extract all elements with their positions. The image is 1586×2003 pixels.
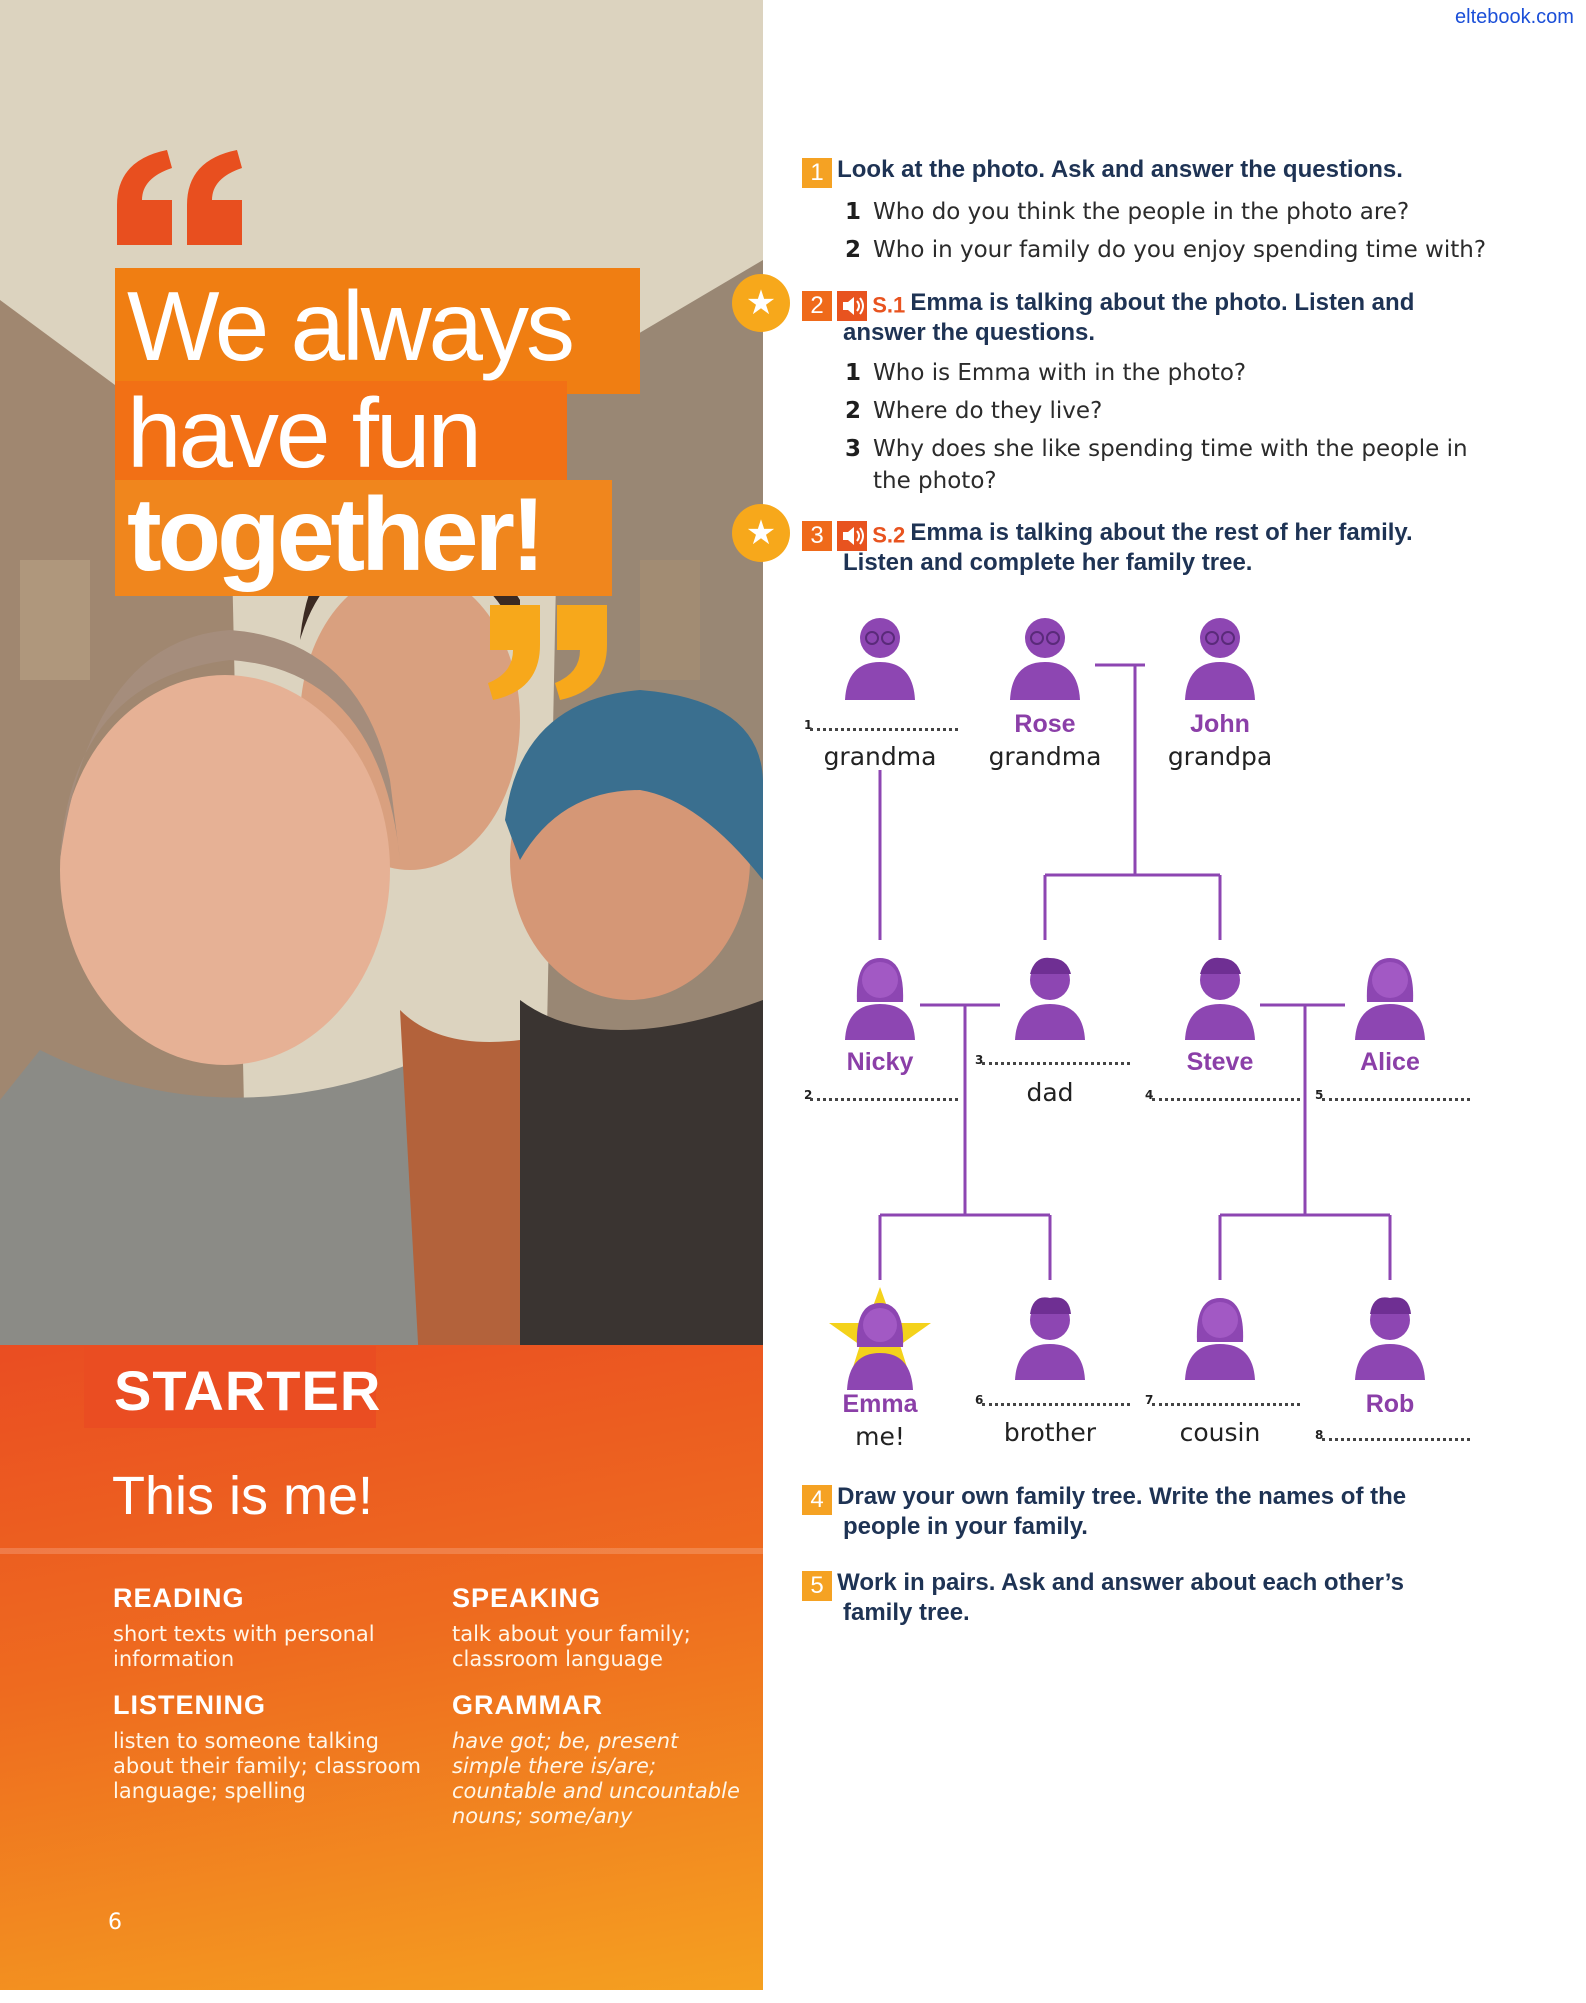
steve-icon xyxy=(1175,950,1265,1040)
brother-icon xyxy=(1005,1290,1095,1380)
exercise-instruction: Emma is talking about the photo. Listen and xyxy=(910,289,1415,316)
role-label: grandma xyxy=(823,742,937,771)
close-quote-icon xyxy=(485,605,615,700)
exercise-instruction-cont: family tree. xyxy=(843,1599,970,1626)
skill-heading: READING xyxy=(113,1583,245,1613)
headline-line-2: have fun xyxy=(127,378,479,488)
exercise-number: 3 xyxy=(802,521,832,551)
question: 1 Who do you think the people in the photo are? xyxy=(845,199,1410,225)
starter-subtitle: This is me! xyxy=(112,1466,374,1526)
audio-icon[interactable] xyxy=(837,521,867,551)
headline-line-3: together! xyxy=(127,477,542,593)
track-label: S.1 xyxy=(872,292,906,318)
question: 3 Why does she like spending time with the people in xyxy=(845,436,1468,462)
emma-star-icon xyxy=(825,1285,935,1390)
exercise-instruction-cont: people in your family. xyxy=(843,1513,1088,1540)
name-label: Nicky xyxy=(846,1048,914,1076)
exercise-3 xyxy=(802,518,1413,551)
blank-number: 5 xyxy=(1315,1088,1324,1102)
skill-grammar xyxy=(452,1690,752,1829)
nicky-icon xyxy=(835,950,925,1040)
blank-number: 8 xyxy=(1315,1428,1324,1442)
answer-blank[interactable] xyxy=(1322,1098,1470,1101)
page-number: 6 xyxy=(108,1910,122,1935)
answer-blank[interactable] xyxy=(982,1062,1130,1065)
name-label: Rose xyxy=(1014,710,1076,738)
skill-text: have got; be, present simple there is/are; countable and uncountable nouns; some/any xyxy=(452,1729,740,1828)
exercise-instruction-cont: answer the questions. xyxy=(843,319,1096,346)
answer-blank[interactable] xyxy=(982,1403,1130,1406)
exercise-instruction: Work in pairs. Ask and answer about each other’s xyxy=(837,1569,1404,1596)
dad-icon xyxy=(1005,950,1095,1040)
exercise-5 xyxy=(802,1568,1404,1601)
exercise-instruction: Emma is talking about the rest of her family. xyxy=(910,519,1413,546)
question-cont: the photo? xyxy=(873,468,997,494)
track-label: S.2 xyxy=(872,522,906,548)
star-icon: ★ xyxy=(732,504,790,562)
open-quote-icon xyxy=(112,150,252,250)
name-label: Steve xyxy=(1186,1048,1254,1076)
blank-number: 2 xyxy=(804,1088,813,1102)
name-label: Emma xyxy=(842,1390,918,1418)
exercise-number: 2 xyxy=(802,291,832,321)
grandma-rose-icon xyxy=(1000,610,1090,700)
exercise-instruction: Look at the photo. Ask and answer the questions. xyxy=(837,156,1403,183)
grandma-icon xyxy=(835,610,925,700)
role-label: dad xyxy=(1026,1078,1074,1107)
headline xyxy=(115,268,640,598)
skill-text: talk about your family; classroom language xyxy=(452,1622,691,1671)
question: 2 Who in your family do you enjoy spending time with? xyxy=(845,237,1487,263)
skill-speaking xyxy=(452,1583,752,1672)
alice-icon xyxy=(1345,950,1435,1040)
exercise-instruction: Draw your own family tree. Write the names of the xyxy=(837,1483,1407,1510)
answer-blank[interactable] xyxy=(1322,1438,1470,1441)
name-label: Rob xyxy=(1365,1390,1415,1418)
skill-heading: LISTENING xyxy=(113,1690,267,1720)
exercise-4 xyxy=(802,1482,1406,1515)
star-icon: ★ xyxy=(732,274,790,332)
answer-blank[interactable] xyxy=(810,1098,958,1101)
exercise-number: 1 xyxy=(802,158,832,188)
question: 1 Who is Emma with in the photo? xyxy=(845,360,1247,386)
role-label: grandpa xyxy=(1167,742,1273,771)
grandpa-john-icon xyxy=(1175,610,1265,700)
skill-text: listen to someone talking about their family; classroom language; spelling xyxy=(113,1729,421,1803)
answer-blank[interactable] xyxy=(1152,1403,1300,1406)
blank-number: 7 xyxy=(1145,1393,1154,1407)
name-label: John xyxy=(1190,710,1250,738)
skill-heading: SPEAKING xyxy=(452,1583,602,1613)
exercise-instruction-cont: Listen and complete her family tree. xyxy=(843,549,1253,576)
skill-reading xyxy=(113,1583,413,1672)
blank-number: 6 xyxy=(975,1393,984,1407)
answer-blank[interactable] xyxy=(1152,1098,1300,1101)
exercise-number: 4 xyxy=(802,1485,832,1515)
headline-line-1: We always xyxy=(127,271,573,381)
audio-icon[interactable] xyxy=(837,291,867,321)
blank-number: 1 xyxy=(804,718,813,732)
starter-title: STARTER xyxy=(114,1359,382,1422)
cousin-icon xyxy=(1175,1290,1265,1380)
blank-number: 4 xyxy=(1145,1088,1154,1102)
skill-text: short texts with personal information xyxy=(113,1622,375,1671)
rob-icon xyxy=(1345,1290,1435,1380)
family-tree xyxy=(790,600,1480,1460)
exercise-1 xyxy=(802,155,1403,188)
skill-listening xyxy=(113,1690,423,1804)
site-link[interactable]: eltebook.com xyxy=(1455,6,1574,28)
answer-blank[interactable] xyxy=(810,728,958,731)
exercise-2 xyxy=(802,288,1414,321)
skill-heading: GRAMMAR xyxy=(452,1690,603,1720)
exercise-number: 5 xyxy=(802,1571,832,1601)
divider xyxy=(0,1548,763,1554)
blank-number: 3 xyxy=(975,1053,984,1067)
role-label: cousin xyxy=(1179,1418,1261,1447)
name-label: Alice xyxy=(1360,1048,1420,1076)
role-label: me! xyxy=(855,1422,905,1451)
role-label: brother xyxy=(1003,1418,1097,1447)
question: 2 Where do they live? xyxy=(845,398,1103,424)
starter-panel xyxy=(0,0,763,1990)
role-label: grandma xyxy=(988,742,1102,771)
